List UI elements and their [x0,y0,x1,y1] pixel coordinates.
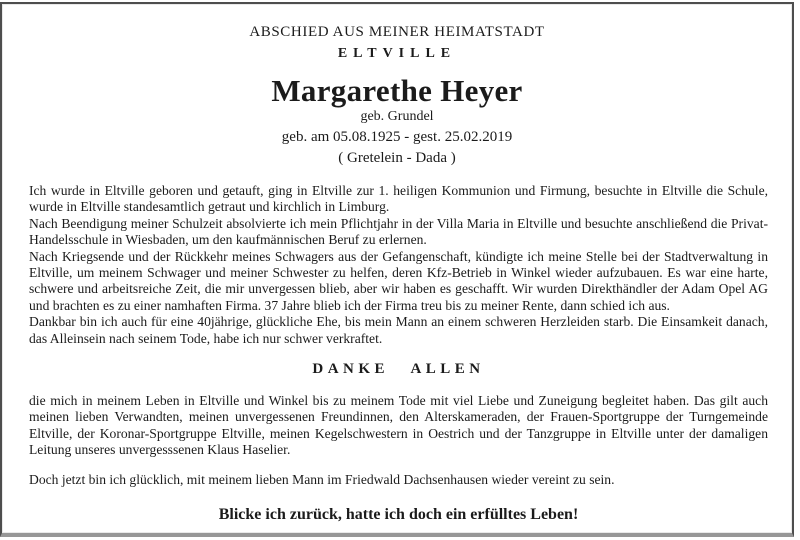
thanks-paragraph: die mich in meinem Leben in Eltville und Winkel bis zu meinem Tode mit viel Liebe und Zuneigung begleitet haben. Das gilt auch meinen lieben Verwandten, meinen unvergessenen Freundinnen, den Alterskameraden, der Frauen-Sportgruppe der Turngemeinde Eltville, der Koronar-Sportgruppe Eltville, meinen Kegelschwestern in Oestrich und der Tanzgruppe in Eltville unter der damaligen Leitung unseres unvergesssenen Klaus Haselier. [29,393,768,458]
deceased-name: Margarethe Heyer [271,73,523,108]
reunion-paragraph: Doch jetzt bin ich glücklich, mit meinem lieben Mann im Friedwald Dachsenhausen wieder vereint zu sein. [29,471,615,487]
deceased-life-dates: geb. am 05.08.1925 - gest. 25.02.2019 [281,129,513,145]
body-paragraph-2: Nach Beendigung meiner Schulzeit absolvierte ich mein Pflichtjahr in der Villa Maria in Eltville und besuchte anschließend die Privat-Handelsschule in Wiesbaden, um den kaufmännischen Beruf zu erlernen. [29,215,768,248]
header-city: ELTVILLE [337,46,457,61]
body-paragraph-1: Ich wurde in Eltville geboren und getauft, ging in Eltville zur 1. heiligen Kommunion und Firmung, besuchte in Eltville die Schule, wurde in Eltville standesamtlich getraut und kirchlich in Limburg. [29,183,768,215]
closing-line: Blicke ich zurück, hatte ich doch ein erfülltes Leben! [218,506,579,524]
body-paragraph-4: Dankbar bin ich auch für eine 40jährige, glückliche Ehe, bis mein Mann an einem schweren Herzleiden starb. Die Einsamkeit danach, das Alleinsein nach seinem Tode, habe ich nur schwer verkraftet. [29,314,768,346]
thanks-heading: DANKE ALLEN [312,361,485,378]
announcement-frame [0,2,794,537]
deceased-maiden-name: geb. Grundel [360,109,434,124]
body-paragraph-3: Nach Kriegsende und der Rückkehr meines Schwagers aus der Gefangenschaft, kündigte ich meine Stelle bei der Stadtverwaltung in Eltville, um meinem Schwager und meiner Schwester zu helfen, deren Kfz-Betrieb in Winkel wieder aufzubauen. Es war eine harte, schwere und arbeitsreiche Zeit, die mir unvergessen blieb, aber wir haben es geschafft. Wir wurden Direkthändler der Adam Opel AG und brachten es zu einer namhaften Firma. 37 Jahre blieb ich der Firma treu bis zu meiner Rente, dann schied ich aus. [29,248,768,313]
announcement-header [2,4,792,167]
deceased-nicknames: ( Gretelein - Dada ) [338,150,456,166]
header-farewell-line: ABSCHIED AUS MEINER HEIMATSTADT [249,24,545,40]
announcement-body [2,183,792,524]
